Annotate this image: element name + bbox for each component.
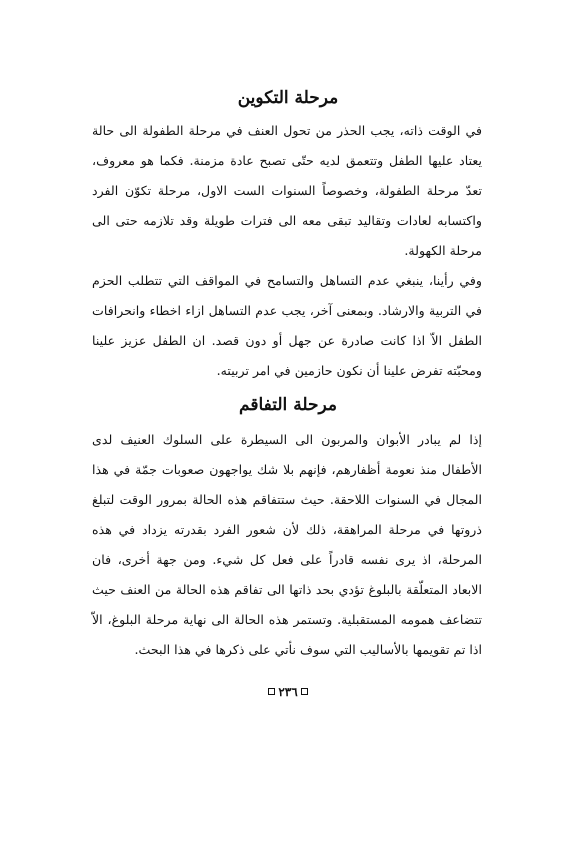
page-number-text: ٢٣٦ [278, 684, 298, 699]
paragraph-formation-2: وفي رأينا، ينبغي عدم التساهل والتسامح في المواقف التي تتطلب الحزم في التربية والارشاد. وبمعنى آخر، يجب عدم التساهل ازاء اخطاء وانحرافات الطفل الاّ اذا كانت صادرة عن جهل أو دون قصد. ان الطفل عزيز علينا ومحبّته تفرض علينا أن نكون حازمين في امر تربيته. [92, 273, 482, 378]
section-title-aggravation: مرحلة التفاقم [239, 395, 337, 415]
section-title-formation: مرحلة التكوين [237, 88, 339, 108]
square-ornament-icon [301, 688, 308, 695]
page-number [0, 682, 576, 701]
paragraph-aggravation-1: إذا لم يبادر الأبوان والمربون الى السيطرة على السلوك العنيف لدى الأطفال منذ نعومة أظفارهم، فإنهم بلا شك يواجهون صعوبات جمّة في هذا المجال في السنوات اللاحقة. حيث ستتفاقم هذه الحالة بمرور الوقت لتبلغ ذروتها في مرحلة المراهقة، ذلك لأن شعور الفرد بقدرته يزداد في هذه المرحلة، اذ يرى نفسه قادراً على فعل كل شيء. ومن جهة أخرى، فان الابعاد المتعلّقة بالبلوغ تؤدي بحد ذاتها الى تفاقم هذه الحالة من العنف حيث تتضاعف همومه المستقبلية. وتستمر هذه الحالة الى نهاية مرحلة البلوغ، الاّ اذا تم تقويمها بالأساليب التي سوف نأتي على ذكرها في هذا البحث. [92, 432, 482, 657]
paragraph-formation-1: في الوقت ذاته، يجب الحذر من تحول العنف في مرحلة الطفولة الى حالة يعتاد عليها الطفل وتتعمق لديه حتّى تصبح عادة مزمنة. فكما هو معروف، تعدّ مرحلة الطفولة، وخصوصاً السنوات الست الاول، مرحلة تكوّن الفرد واكتسابه لعادات وتقاليد تبقى معه الى فترات طويلة وقد تلازمه حتى الى مرحلة الكهولة. [92, 123, 482, 258]
square-ornament-icon [268, 688, 275, 695]
